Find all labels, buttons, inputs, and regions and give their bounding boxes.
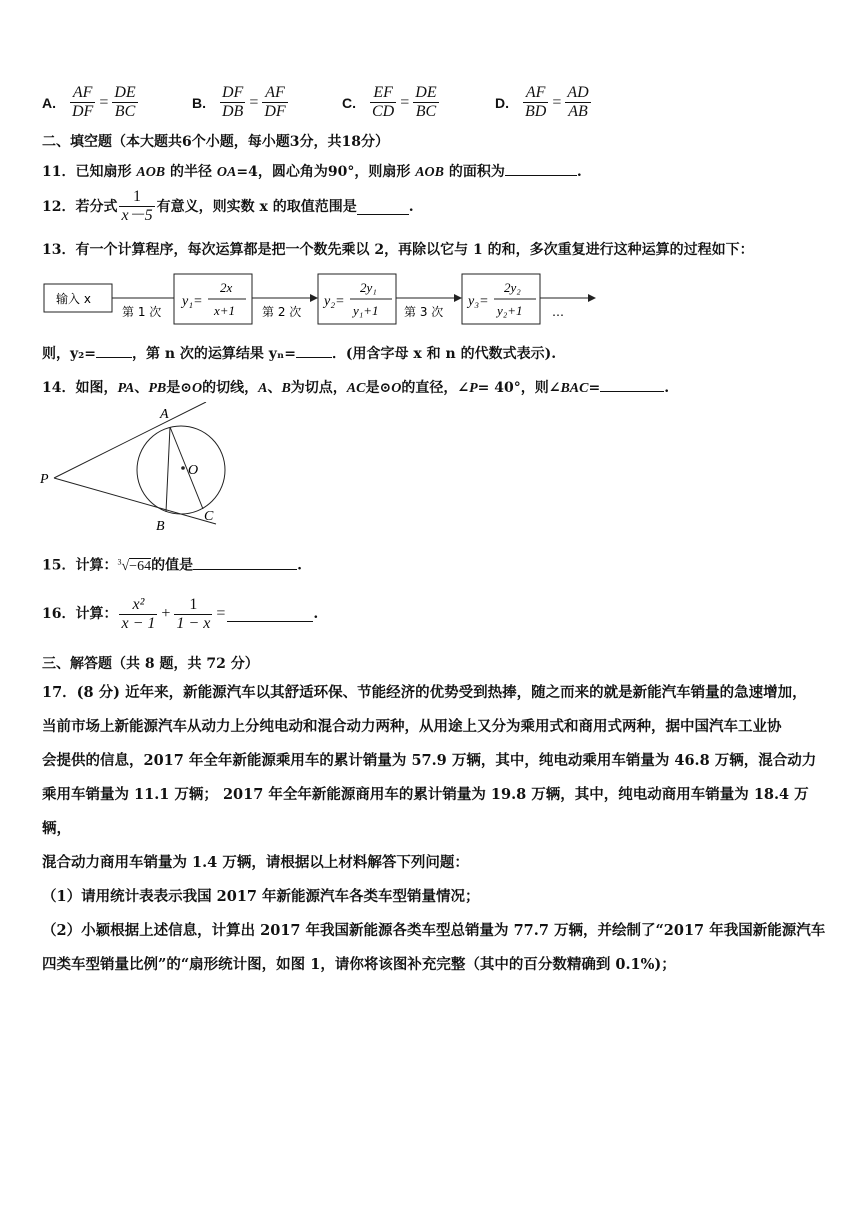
svg-text:2y₂: 2y₂ [504, 280, 521, 295]
center-point [181, 466, 185, 470]
svg-text:2x: 2x [220, 280, 233, 295]
question-16: 16．计算： $\frac{\text{x²}}{x - 1}$ + $\frac{1}{1 - x}$ = . [42, 595, 319, 632]
chord-ab [166, 427, 170, 512]
fraction: $\frac{\text{x²}}{x - 1}$ [121, 595, 156, 632]
svg-text:y₂=: y₂= [324, 294, 345, 309]
tangent-figure [38, 402, 238, 537]
option-c: C. $\frac{EF}{CD}$ = $\frac{DE}{BC}$ [342, 84, 437, 120]
label-p: P [40, 472, 49, 487]
arrow-icon [454, 294, 462, 302]
option-d: D. $\frac{AF}{BD}$ = $\frac{AD}{AB}$ [495, 84, 589, 120]
step-2-label: 第 2 次 [262, 305, 302, 319]
fraction: $\frac{AF}{DF}$ [72, 84, 94, 120]
step-3-label: 第 3 次 [404, 305, 444, 319]
fraction: $\frac{EF}{CD}$ [372, 84, 395, 120]
question-13-answer: 则，y₂= ，第 n 次的运算结果 yₙ= ．(用含字母 x 和 n 的代数式表示). [42, 342, 556, 364]
q17-line: （2）小颖根据上述信息，计算出 2017 年我国新能源各类车型总销量为 77.7 万辆，并绘制了“2017 年我国新能源汽车 [42, 922, 826, 939]
svg-text:y₁=: y₁= [182, 294, 203, 309]
fraction: $\frac{AF}{BD}$ [525, 84, 547, 120]
q17-line: 会提供的信息，2017 年全年新能源乘用车的累计销量为 57.9 万辆，其中，纯电动乘用车销量为 46.8 万辆，混合动力 [42, 752, 817, 769]
step-1-label: 第 1 次 [122, 305, 162, 319]
fraction: $\frac{AD}{AB}$ [567, 84, 589, 120]
q17-line: 乘用车销量为 11.1 万辆； 2017 年全年新能源商用车的累计销量为 19.8 万辆，其中，纯电动商用车销量为 18.4 万辆， [42, 786, 809, 837]
input-label: 输入 x [56, 292, 91, 306]
fraction: $\frac{DE}{BC}$ [415, 84, 437, 120]
fraction: $\frac{DF}{DB}$ [222, 84, 244, 120]
question-17 [42, 676, 832, 982]
answer-blank [505, 160, 577, 176]
q17-line: 四类车型销量比例”的“扇形统计图，如图 1，请你将该图补充完整（其中的百分数精确到 0.1%)； [42, 956, 676, 973]
arrow-icon [310, 294, 318, 302]
q17-line: 混合动力商用车销量为 1.4 万辆，请根据以上材料解答下列问题： [42, 854, 469, 871]
ellipsis: … [552, 305, 564, 319]
option-b-label: B. [192, 94, 206, 111]
section-2-heading: 二、填空题（本大题共6个小题，每小题3分，共18分） [42, 134, 389, 150]
fraction: $\frac{1}{1 - x}$ [176, 595, 211, 632]
answer-blank [296, 342, 332, 358]
section-3-heading: 三、解答题（共 8 题，共 72 分） [42, 656, 259, 672]
svg-text:x+1: x+1 [214, 303, 236, 318]
fraction: $\frac{AF}{DF}$ [264, 84, 286, 120]
question-12: 12．若分式 $\frac{1}{x-5}$ 有意义，则实数 x 的取值范围是 . [42, 188, 414, 224]
arrow-icon [588, 294, 596, 302]
fraction: $\frac{DE}{BC}$ [114, 84, 136, 120]
label-a: A [160, 407, 169, 422]
svg-text:2y₁: 2y₁ [360, 280, 377, 295]
svg-text:y₃=: y₃= [468, 294, 489, 309]
svg-text:y₁+1: y₁+1 [353, 303, 379, 318]
option-d-label: D. [495, 94, 509, 111]
option-c-label: C. [342, 94, 356, 111]
fraction: $\frac{1}{x-5}$ [121, 188, 153, 224]
question-15: 15．计算：$^3$√−64的值是 . [42, 552, 302, 577]
svg-text:y₂+1: y₂+1 [497, 303, 523, 318]
q17-line: 17．(8 分) 近年来，新能源汽车以其舒适环保、节能经济的优势受到热捧，随之而来的就是新能汽车销量的急速增加， [42, 684, 807, 701]
option-a-label: A. [42, 94, 56, 111]
answer-blank [357, 199, 409, 215]
option-a: A. $\frac{AF}{DF}$ = $\frac{DE}{BC}$ [42, 84, 136, 120]
label-c: C [204, 509, 214, 524]
label-o: O [188, 463, 199, 478]
q17-line: （1）请用统计表表示我国 2017 年新能源汽车各类车型销量情况； [42, 888, 480, 905]
answer-blank [96, 342, 132, 358]
tangent-pb [54, 478, 216, 524]
flow-diagram [42, 268, 602, 332]
answer-blank [193, 554, 297, 570]
q17-line: 当前市场上新能源汽车从动力上分纯电动和混合动力两种，从用途上又分为乘用式和商用式两种，据中国汽车工业协 [42, 718, 782, 735]
label-b: B [156, 519, 165, 534]
cube-root: $^3$√−64 [117, 557, 152, 574]
option-b: B. $\frac{DF}{DB}$ = $\frac{AF}{DF}$ [192, 84, 286, 120]
answer-blank [600, 376, 664, 392]
answer-blank [227, 606, 313, 622]
question-14: 14．如图，PA、PB是⊙O的切线，A、B为切点，AC是⊙O的直径，∠P= 40°，则∠BAC= . [42, 376, 669, 399]
question-11: 11．已知扇形 AOB 的半径 OA=4，圆心角为90°，则扇形 AOB 的面积为 . [42, 160, 582, 183]
question-13: 13．有一个计算程序，每次运算都是把一个数先乘以 2，再除以它与 1 的和，多次重复进行这种运算的过程如下： [42, 242, 754, 258]
circle-o [137, 426, 225, 514]
